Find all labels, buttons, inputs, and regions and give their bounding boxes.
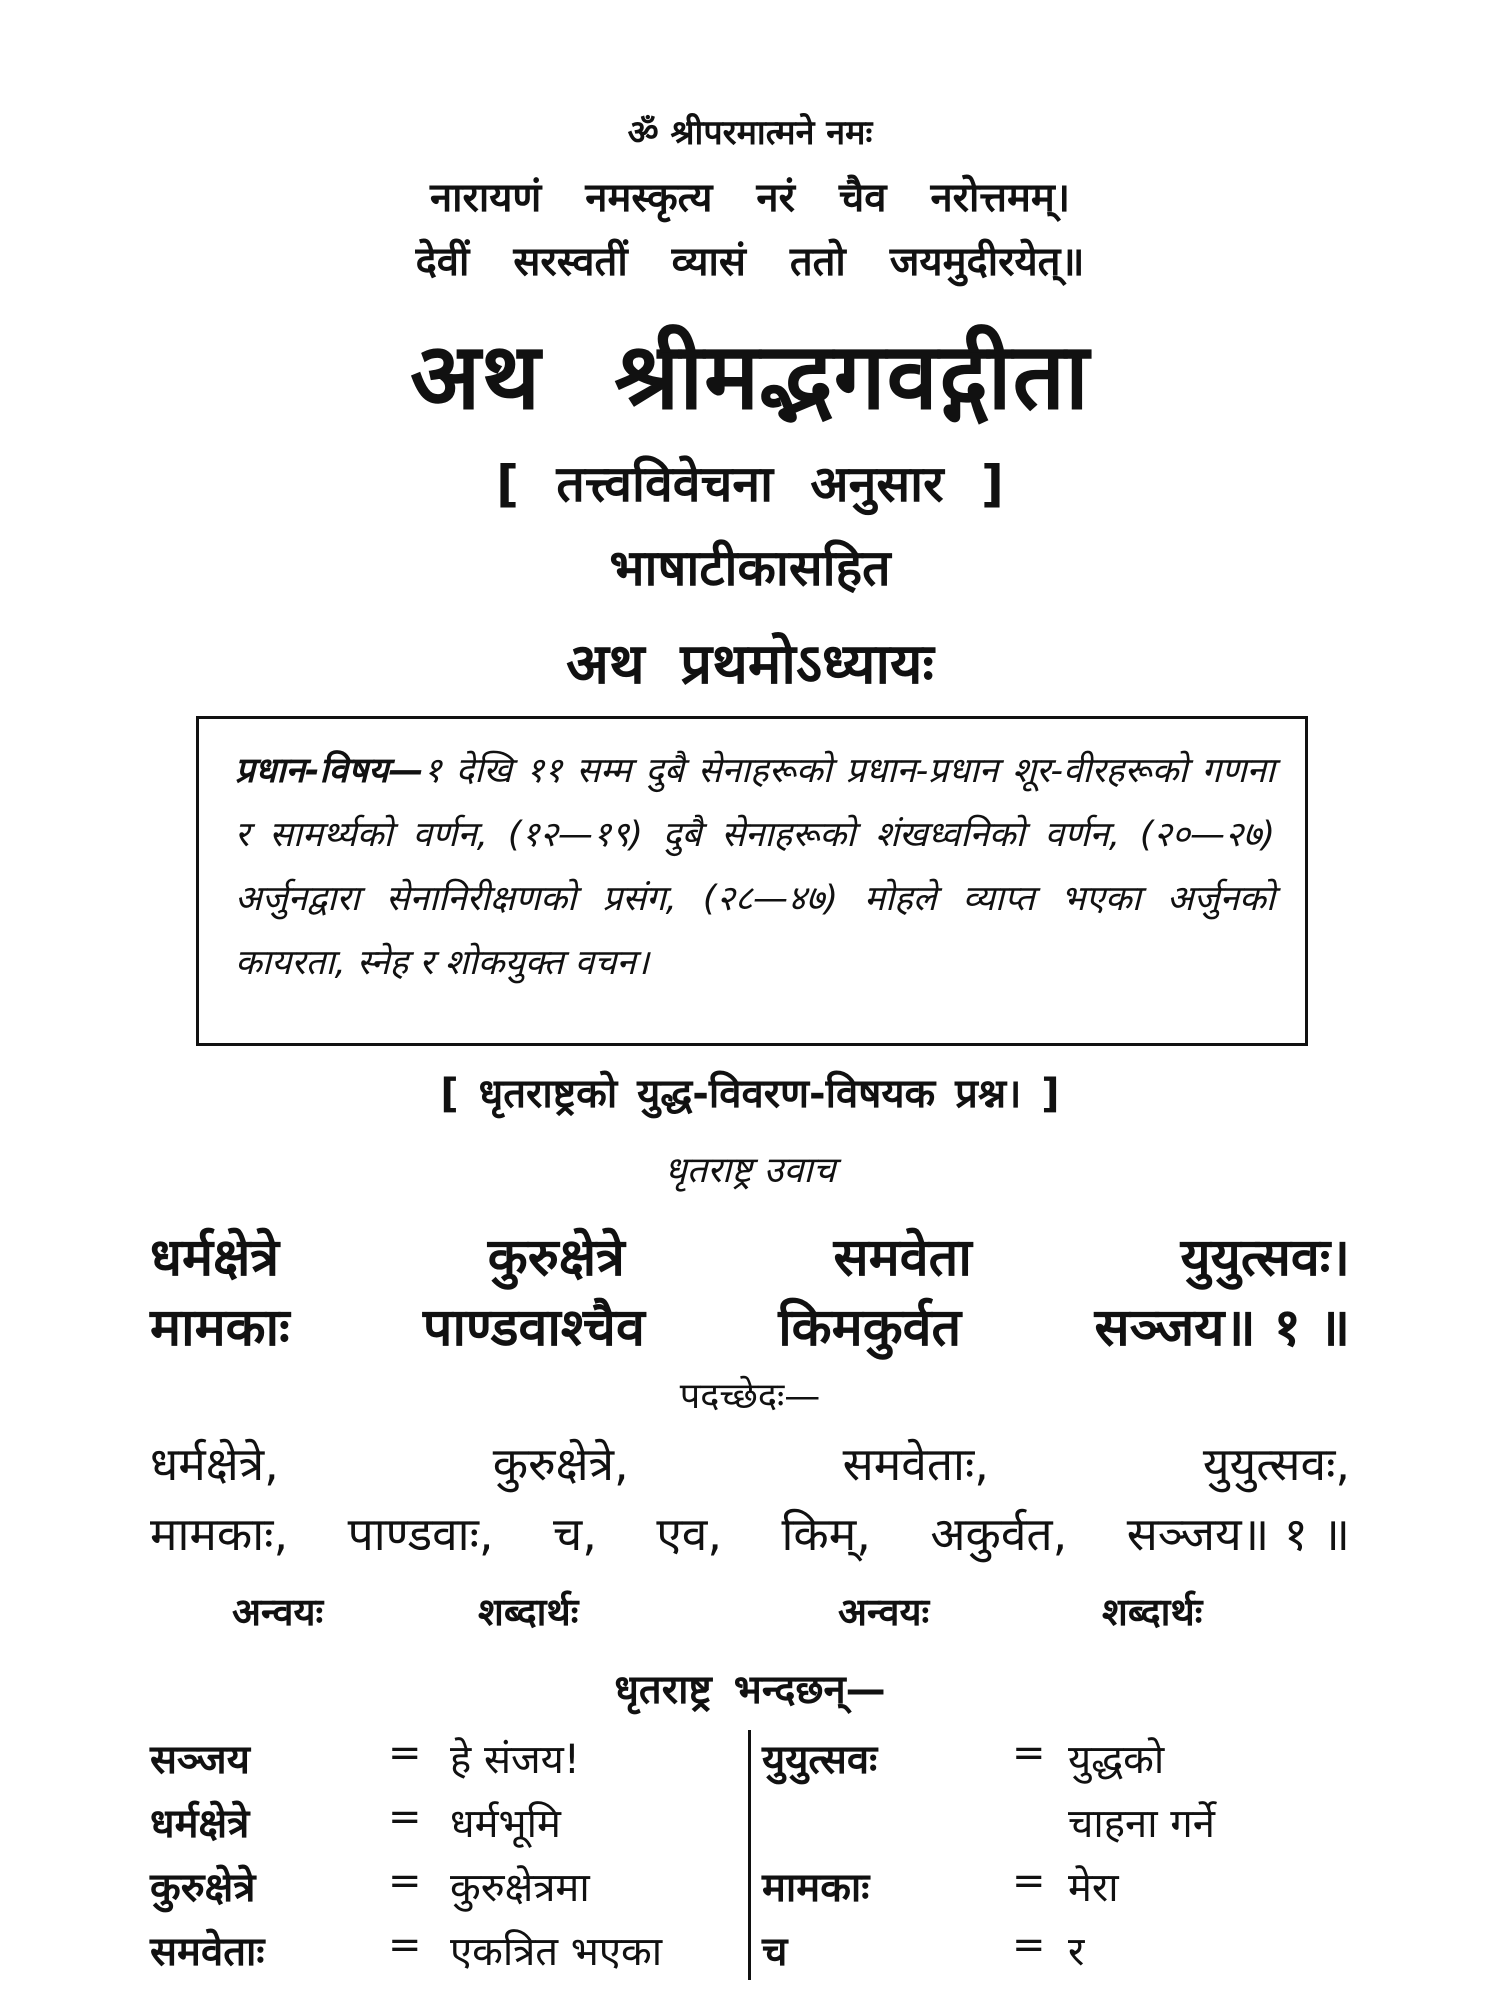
glossary-meaning: कुरुक्षेत्रमा (450, 1865, 590, 1911)
page-title: अथ श्रीमद्भगवद्गीता (410, 323, 1090, 430)
question-heading: [ धृतराष्ट्रको युद्ध-विवरण-विषयक प्रश्न। ] (440, 1071, 1060, 1117)
shloka-word: सञ्जय॥ १ ॥ (1094, 1298, 1350, 1358)
glossary-word: युयुत्सवः (762, 1737, 878, 1783)
glossary-equals: = (1012, 1730, 1046, 1776)
padcheda-word: किम्, (781, 1507, 871, 1561)
column-head-meaning: शब्दार्थः (478, 1590, 579, 1634)
commentary-label: भाषाटीकासहित (609, 539, 891, 597)
subtitle: [ तत्त्वविवेचना अनुसार ] (496, 455, 1004, 513)
glossary-word: कुरुक्षेत्रे (150, 1865, 256, 1911)
column-head-anvaya: अन्वयः (838, 1590, 930, 1634)
glossary-meaning: मेरा (1068, 1865, 1119, 1911)
glossary-meaning: युद्धको (1068, 1737, 1165, 1783)
speaker-label: धृतराष्ट्र उवाच (664, 1150, 836, 1191)
glossary-word: च (762, 1929, 788, 1975)
glossary-meaning-continued: चाहना गर्ने (1068, 1801, 1215, 1847)
shloka-line-2 (150, 1290, 1350, 1361)
glossary-equals: = (388, 1922, 422, 1968)
shloka-line-1 (150, 1220, 1350, 1291)
padcheda-word: धर्मक्षेत्रे, (150, 1437, 279, 1491)
padcheda-word: च, (553, 1507, 597, 1561)
column-divider (748, 1730, 751, 1980)
glossary-equals: = (388, 1730, 422, 1776)
shloka-word: पाण्डवाश्चैव (422, 1298, 645, 1358)
shloka-word: मामकाः (150, 1298, 290, 1358)
shloka-word: किमकुर्वत (778, 1298, 962, 1358)
glossary-table (150, 1730, 1350, 1980)
topic-text: १ देखि ११ सम्म दुबै सेनाहरूको प्रधान-प्रधान शूर-वीरहरूको गणना र सामर्थ्यको वर्णन, (१२—१९) दुबै सेनाहरूको शंखध्वनिको वर्णन, (२०—२७) अर्जुनद्वारा सेनानिरीक्षणको प्रसंग, (२८—४७) मोहले व्याप्त भएका अर्जुनको कायरता, स्नेह र शोकयुक्त वचन। (235, 751, 1275, 983)
meaning-heading: धृतराष्ट्र भन्दछन्— (614, 1667, 886, 1713)
glossary-word: मामकाः (762, 1865, 870, 1911)
topic-box (196, 716, 1308, 1046)
glossary-meaning: एकत्रित भएका (450, 1929, 663, 1975)
column-head-meaning: शब्दार्थः (1102, 1590, 1203, 1634)
padcheda-line-1 (150, 1432, 1350, 1494)
padcheda-word: मामकाः, (150, 1507, 289, 1561)
padcheda-word: युयुत्सवः, (1202, 1437, 1350, 1491)
padcheda-word: अकुर्वत, (930, 1507, 1068, 1561)
padcheda-label: पदच्छेदः— (679, 1376, 821, 1417)
shloka-word: धर्मक्षेत्रे (150, 1228, 280, 1288)
verse-line-1: नारायणं नमस्कृत्य नरं चैव नरोत्तमम्। (429, 175, 1071, 221)
glossary-equals: = (388, 1794, 422, 1840)
padcheda-word: पाण्डवाः, (347, 1507, 494, 1561)
verse-line-2: देवीं सरस्वतीं व्यासं ततो जयमुदीरयेत्॥ (415, 239, 1085, 285)
glossary-word: धर्मक्षेत्रे (150, 1801, 250, 1847)
shloka-word: युयुत्सवः। (1180, 1228, 1350, 1288)
padcheda-word: सञ्जय॥ १ ॥ (1126, 1507, 1350, 1561)
glossary-word: समवेताः (150, 1929, 265, 1975)
glossary-equals: = (388, 1858, 422, 1904)
padcheda-word: समवेताः, (842, 1437, 989, 1491)
glossary-equals: = (1012, 1922, 1046, 1968)
column-head-anvaya: अन्वयः (232, 1590, 324, 1634)
glossary-word: सञ्जय (150, 1737, 250, 1783)
glossary-meaning: धर्मभूमि (450, 1801, 561, 1847)
padcheda-word: एव, (656, 1507, 722, 1561)
invocation: ॐ श्रीपरमात्मने नमः (627, 113, 873, 153)
glossary-meaning: हे संजय! (450, 1737, 580, 1783)
glossary-equals: = (1012, 1858, 1046, 1904)
padcheda-word: कुरुक्षेत्रे, (492, 1437, 629, 1491)
glossary-meaning: र (1068, 1929, 1085, 1975)
chapter-heading: अथ प्रथमोऽध्यायः (566, 632, 934, 697)
shloka-word: समवेता (833, 1228, 972, 1288)
padcheda-line-2 (150, 1502, 1350, 1564)
topic-label: प्रधान-विषय— (235, 751, 424, 791)
shloka-word: कुरुक्षेत्रे (487, 1228, 625, 1288)
